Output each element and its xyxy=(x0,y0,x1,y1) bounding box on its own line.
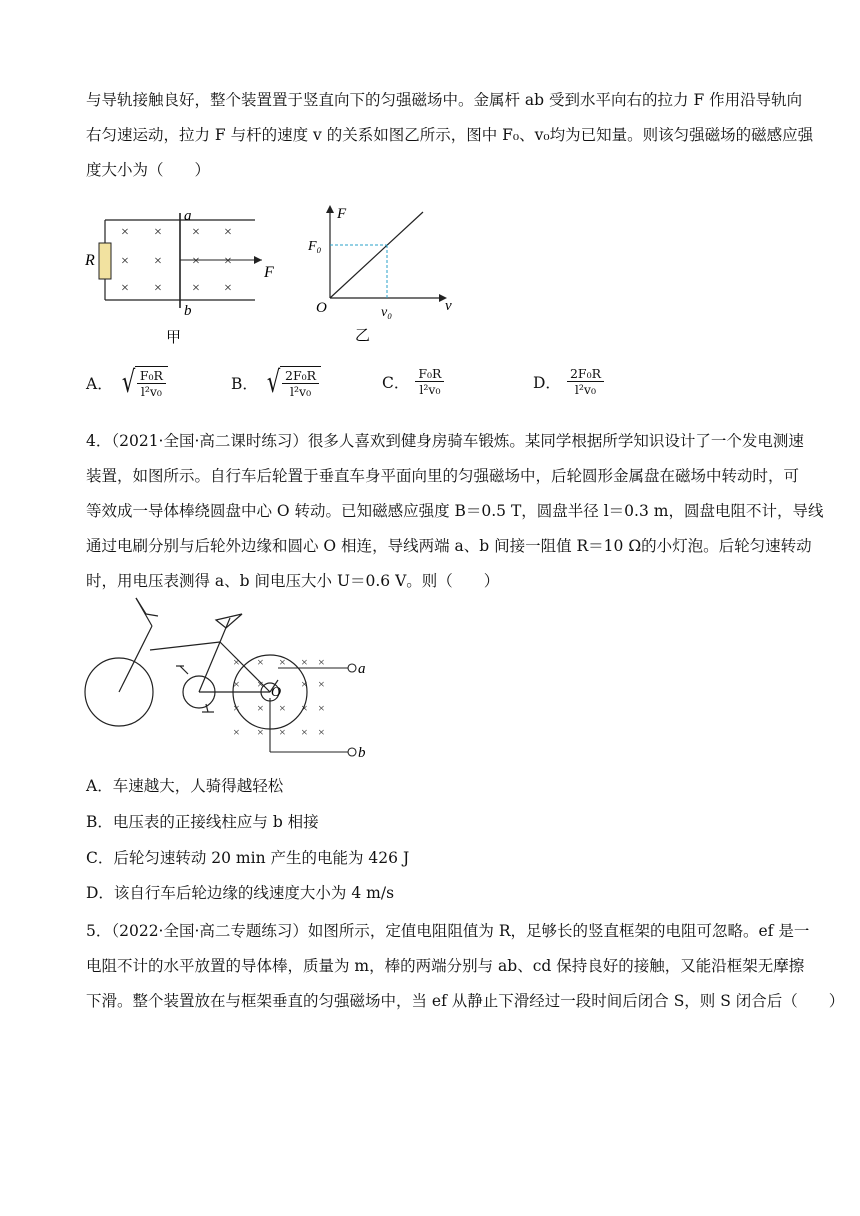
q4-line-4: 通过电刷分别与后轮外边缘和圆心 O 相连，导线两端 a、b 间接一阻值 R＝10 Ω的小灯泡。后轮匀速转动 xyxy=(86,537,812,555)
svg-text:×: × xyxy=(233,701,240,715)
q5-line-3: 下滑。整个装置放在与框架垂直的匀强磁场中，当 ef 从静止下滑经过一段时间后闭合 S，则 S 闭合后（ ） xyxy=(86,992,845,1010)
q5-stem xyxy=(86,914,845,1019)
q4-line-2: 装置，如图所示。自行车后轮置于垂直车身平面向里的匀强磁场中，后轮圆形金属盘在磁场中转动时，可 xyxy=(86,467,800,485)
figure-jia xyxy=(80,205,290,345)
svg-text:×: × xyxy=(279,655,286,669)
svg-text:×: × xyxy=(318,701,325,715)
label-a: a xyxy=(184,208,192,224)
q4-option-a[interactable]: A．车速越大，人骑得越轻松 xyxy=(86,777,284,795)
svg-text:×: × xyxy=(279,701,286,715)
svg-text:×: × xyxy=(154,254,162,269)
label-v0: v₀ xyxy=(381,305,393,320)
q3-option-a[interactable]: A． √ $\frac{\text{F₀R}}{\text{l²v₀}}$ xyxy=(86,366,168,400)
svg-text:×: × xyxy=(192,225,200,240)
label-a: a xyxy=(358,661,366,677)
label-R: R xyxy=(85,252,95,269)
label-O: O xyxy=(316,300,327,316)
svg-text:×: × xyxy=(224,225,232,240)
svg-text:×: × xyxy=(257,725,264,739)
svg-text:×: × xyxy=(279,725,286,739)
figure-yi xyxy=(305,200,465,350)
label-F0: F₀ xyxy=(308,239,322,254)
svg-text:×: × xyxy=(318,677,325,691)
label-F: F xyxy=(264,264,274,281)
q4-option-d[interactable]: D．该自行车后轮边缘的线速度大小为 4 m/s xyxy=(86,884,395,902)
q5-line-1: 5．（2022·全国·高二专题练习）如图所示，定值电阻阻值为 R，足够长的竖直框架的电阻可忽略。ef 是一 xyxy=(86,922,810,940)
svg-text:×: × xyxy=(233,677,240,691)
svg-text:×: × xyxy=(154,281,162,296)
svg-text:×: × xyxy=(192,254,200,269)
figure-bicycle xyxy=(80,592,380,767)
f-v-line xyxy=(330,212,423,298)
svg-text:×: × xyxy=(192,281,200,296)
svg-text:×: × xyxy=(301,655,308,669)
q3-option-c[interactable]: C． $\frac{\text{F₀R}}{\text{l²v₀}}$ xyxy=(382,366,444,397)
svg-text:×: × xyxy=(301,677,308,691)
svg-text:×: × xyxy=(121,254,129,269)
q5-line-2: 电阻不计的水平放置的导体棒，质量为 m，棒的两端分别与 ab、cd 保持良好的接触，又能沿框架无摩擦 xyxy=(86,957,805,975)
svg-text:×: × xyxy=(257,655,264,669)
q4-option-b[interactable]: B．电压表的正接线柱应与 b 相接 xyxy=(86,813,319,831)
svg-text:×: × xyxy=(257,677,264,691)
svg-text:×: × xyxy=(301,725,308,739)
svg-text:×: × xyxy=(121,225,129,240)
label-O: O xyxy=(271,685,282,700)
svg-text:×: × xyxy=(224,254,232,269)
svg-text:×: × xyxy=(301,701,308,715)
q3-line-1: 与导轨接触良好，整个装置置于竖直向下的匀强磁场中。金属杆 ab 受到水平向右的拉力 F 作用沿导轨向 xyxy=(86,91,803,109)
svg-text:×: × xyxy=(257,701,264,715)
svg-text:×: × xyxy=(224,281,232,296)
caption-yi: 乙 xyxy=(355,328,371,344)
q3-option-b[interactable]: B． √ $\frac{\text{2F₀R}}{\text{l²v₀}}$ xyxy=(231,366,321,400)
label-b: b xyxy=(184,303,192,319)
q4-line-1: 4．（2021·全国·高二课时练习）很多人喜欢到健身房骑车锻炼。某同学根据所学知识设计了一个发电测速 xyxy=(86,432,804,450)
svg-text:×: × xyxy=(318,725,325,739)
q4-line-5: 时，用电压表测得 a、b 间电压大小 U＝0.6 V。则（ ） xyxy=(86,572,500,590)
caption-jia: 甲 xyxy=(166,330,182,345)
q4-stem xyxy=(86,424,824,599)
q3-line-3: 度大小为（ ） xyxy=(86,161,211,179)
svg-text:×: × xyxy=(154,225,162,240)
axis-label-F: F xyxy=(337,206,347,222)
q3-option-d[interactable]: D． $\frac{\text{2F₀R}}{\text{l²v₀}}$ xyxy=(533,366,604,397)
svg-text:×: × xyxy=(121,281,129,296)
label-b: b xyxy=(358,745,366,761)
axis-label-v: v xyxy=(445,298,452,314)
q3-stem xyxy=(86,83,814,188)
svg-text:×: × xyxy=(233,725,240,739)
svg-text:×: × xyxy=(233,655,240,669)
q3-line-2: 右匀速运动，拉力 F 与杆的速度 v 的关系如图乙所示，图中 F₀、v₀均为已知量。则该匀强磁场的磁感应强 xyxy=(86,126,814,144)
svg-text:×: × xyxy=(318,655,325,669)
q4-line-3: 等效成一导体棒绕圆盘中心 O 转动。已知磁感应强度 B＝0.5 T，圆盘半径 l＝0.3 m，圆盘电阻不计，导线 xyxy=(86,502,824,520)
resistor-symbol xyxy=(99,243,111,279)
q4-option-c[interactable]: C．后轮匀速转动 20 min 产生的电能为 426 J xyxy=(86,849,410,867)
